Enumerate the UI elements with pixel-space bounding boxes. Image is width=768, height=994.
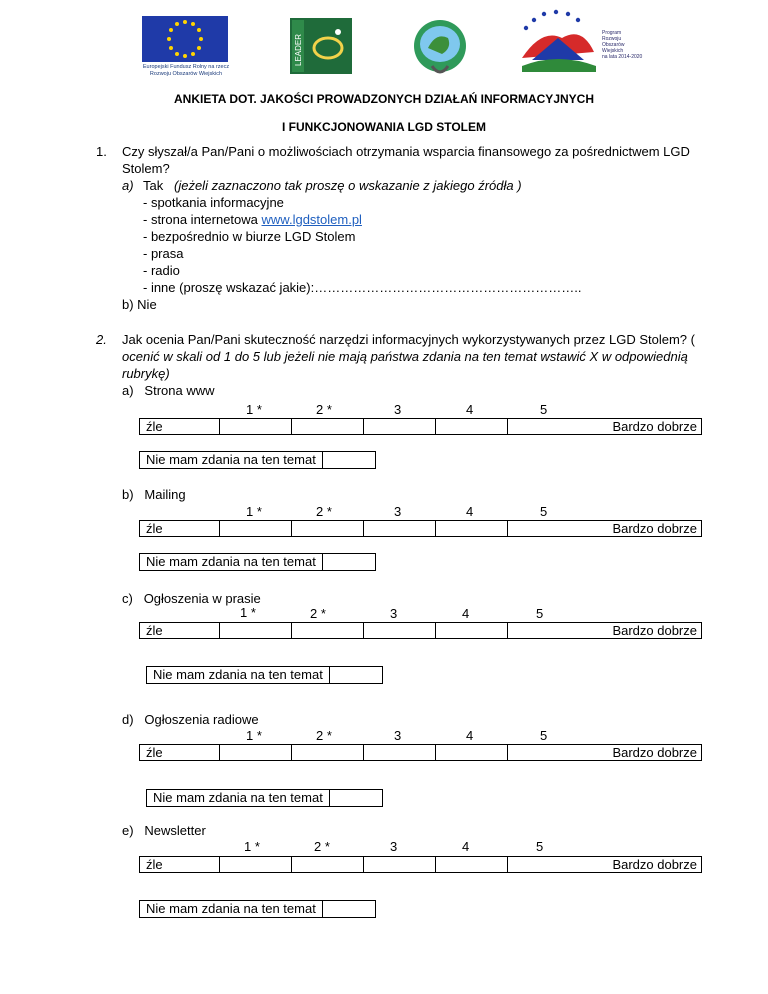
logo-bar [0, 8, 768, 80]
q2-text-line2: ocenić w skali od 1 do 5 lub jeżeli nie mają państwa zdania na ten temat wstawić X w odpowiednią [122, 349, 688, 364]
no-opinion-row-d [146, 789, 383, 807]
rating-row-c [139, 622, 702, 639]
rating-cell-1[interactable] [220, 419, 292, 434]
rating-label-bad: źle [140, 745, 220, 760]
rating-label-very-good: Bardzo dobrze [612, 623, 697, 638]
leader-logo [290, 18, 352, 74]
rating-label-bad: źle [140, 623, 220, 638]
website-link[interactable]: www.lgdstolem.pl [261, 212, 362, 227]
rating-cell-4[interactable] [436, 419, 508, 434]
rating-label-bad: źle [140, 857, 220, 872]
rating-label-very-good: Bardzo dobrze [612, 521, 697, 536]
q1-source-4: - prasa [143, 246, 184, 261]
no-opinion-box[interactable] [323, 452, 375, 468]
q1-option-a-label: a) [122, 178, 134, 193]
title-line-1: ANKIETA DOT. JAKOŚCI PROWADZONYCH DZIAŁAŃ INFORMACYJNYCH [173, 92, 594, 106]
q2-text-line1: Jak ocenia Pan/Pani skuteczność narzędzi informacyjnych wykorzystywanych przez LGD Stolem? ( [122, 332, 695, 347]
tool-b-heading: b) Mailing [122, 487, 186, 502]
rating-cell-3[interactable] [364, 521, 436, 536]
rating-label-very-good: Bardzo dobrze [612, 745, 697, 760]
rating-row-a [139, 418, 702, 435]
tool-c-heading: c) Ogłoszenia w prasie [122, 591, 261, 606]
q1-source-2: - strona internetowa www.lgdstolem.pl [143, 212, 362, 227]
eu-caption: Europejski Fundusz Rolny na rzecz Rozwoju Obszarów Wiejskich [142, 64, 230, 77]
rating-label-very-good: Bardzo dobrze [612, 419, 697, 434]
tool-d-heading: d) Ogłoszenia radiowe [122, 712, 259, 727]
tool-e-heading: e) Newsletter [122, 823, 206, 838]
rating-cell-2[interactable] [292, 419, 364, 434]
no-opinion-row-a [139, 451, 376, 469]
no-opinion-label: Nie mam zdania na ten temat [140, 901, 323, 917]
no-opinion-label: Nie mam zdania na ten temat [140, 554, 323, 570]
rating-cell-3[interactable] [364, 419, 436, 434]
rating-cell-1[interactable] [220, 623, 292, 638]
q1-option-a-note: (jeżeli zaznaczono tak proszę o wskazanie z jakiego źródła ) [174, 178, 522, 193]
no-opinion-label: Nie mam zdania na ten temat [147, 667, 330, 683]
no-opinion-box[interactable] [323, 554, 375, 570]
no-opinion-row-c [146, 666, 383, 684]
q1-option-a-text: Tak [143, 178, 164, 193]
rating-row-b [139, 520, 702, 537]
q2-text-line3: rubrykę) [122, 366, 170, 381]
q1-text-line2: Stolem? [122, 161, 170, 176]
rating-label-bad: źle [140, 521, 220, 536]
rating-row-e [139, 856, 702, 873]
tool-a-heading: a) Strona www [122, 383, 215, 398]
prow-caption: Program Rozwoju Obszarów Wiejskich na lata 2014-2020 [602, 30, 643, 60]
q1-source-5: - radio [143, 263, 180, 278]
rating-label-very-good: Bardzo dobrze [612, 857, 697, 872]
no-opinion-label: Nie mam zdania na ten temat [147, 790, 330, 806]
no-opinion-label: Nie mam zdania na ten temat [140, 452, 323, 468]
q1-source-3: - bezpośrednio w biurze LGD Stolem [143, 229, 356, 244]
rating-cell-4[interactable] [436, 745, 508, 760]
no-opinion-row-b [139, 553, 376, 571]
rating-row-d [139, 744, 702, 761]
q1-option-b: b) Nie [122, 297, 157, 312]
rating-cell-4[interactable] [436, 623, 508, 638]
rating-cell-2[interactable] [292, 745, 364, 760]
q2-number: 2. [96, 332, 107, 347]
eu-flag-logo [136, 14, 234, 66]
q1-source-6: - inne (proszę wskazać jakie):…………………………………………………….. [143, 280, 582, 295]
q1-source-1: - spotkania informacyjne [143, 195, 284, 210]
rating-cell-1[interactable] [220, 857, 292, 872]
rating-cell-4[interactable] [436, 857, 508, 872]
no-opinion-box[interactable] [323, 901, 375, 917]
q1-number: 1. [96, 144, 107, 159]
no-opinion-row-e [139, 900, 376, 918]
title-line-2: I FUNKCJONOWANIA LGD STOLEM [282, 120, 486, 134]
rating-cell-4[interactable] [436, 521, 508, 536]
rating-label-bad: źle [140, 419, 220, 434]
rating-cell-1[interactable] [220, 745, 292, 760]
no-opinion-box[interactable] [330, 790, 382, 806]
lgd-stolem-logo [412, 18, 468, 80]
no-opinion-box[interactable] [330, 667, 382, 683]
rating-cell-3[interactable] [364, 745, 436, 760]
q1-text-line1: Czy słyszał/a Pan/Pani o możliwościach otrzymania wsparcia finansowego za pośrednictwem LGD [122, 144, 690, 159]
leader-text: LEADER [294, 33, 303, 66]
rating-cell-2[interactable] [292, 857, 364, 872]
rating-cell-3[interactable] [364, 857, 436, 872]
rating-cell-2[interactable] [292, 623, 364, 638]
rating-cell-1[interactable] [220, 521, 292, 536]
rating-cell-3[interactable] [364, 623, 436, 638]
rating-cell-2[interactable] [292, 521, 364, 536]
